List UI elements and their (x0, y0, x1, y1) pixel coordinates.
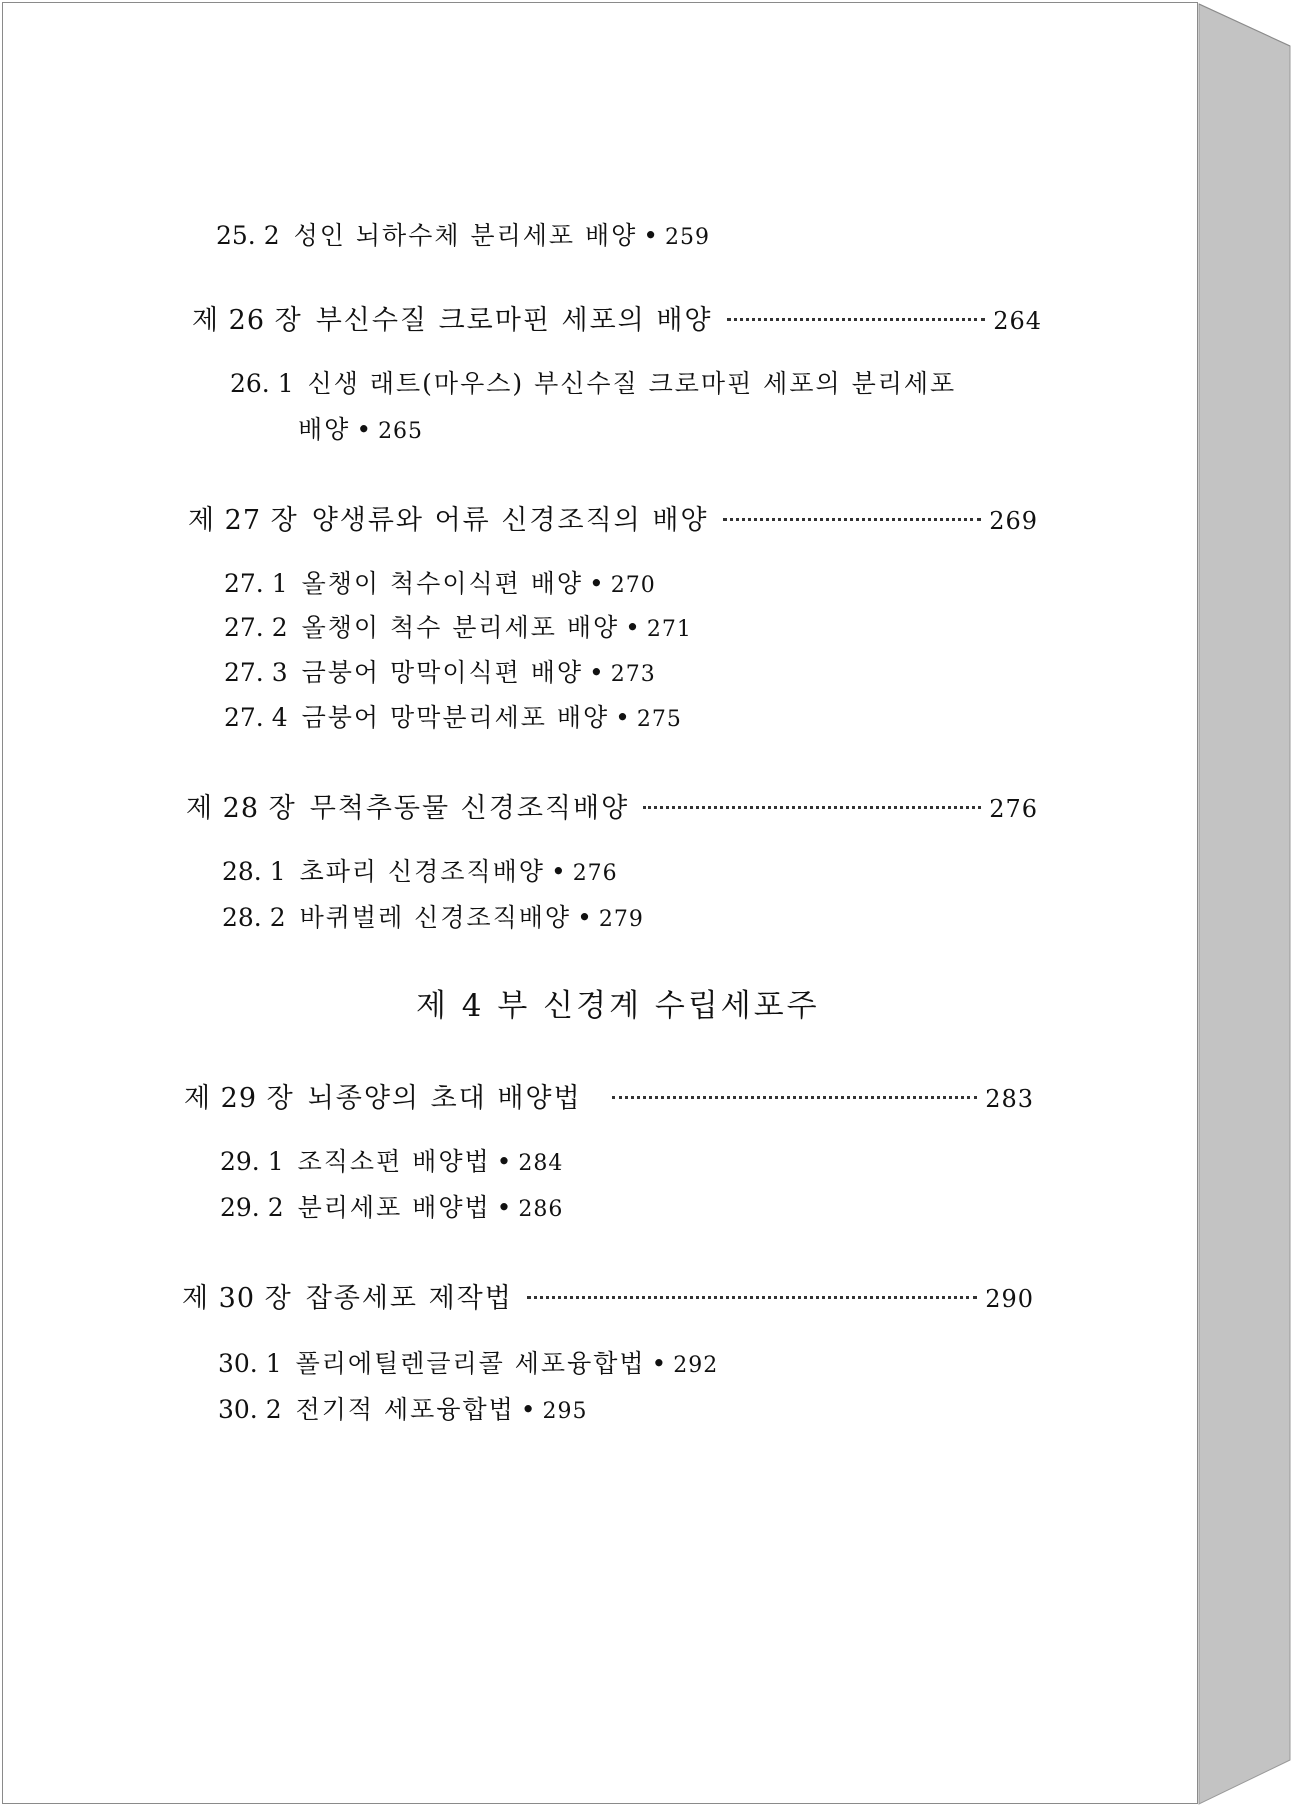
section-25-2 (216, 220, 710, 254)
section-30-2 (218, 1394, 588, 1428)
dot-leader (527, 1296, 977, 1299)
bullet-separator: • (651, 1349, 668, 1378)
section-number: 26. 1 (230, 369, 294, 398)
section-title: 신생 래트(마우스) 부신수질 크로마핀 세포의 분리세포 (307, 369, 957, 398)
section-page: 259 (665, 225, 711, 250)
section-27-1 (224, 568, 656, 602)
section-title: 금붕어 망막분리세포 배양 (301, 703, 610, 732)
chapter-page: 269 (989, 507, 1038, 535)
section-26-1-continued (298, 414, 423, 448)
dot-leader (723, 518, 982, 521)
chapter-30 (182, 1282, 1034, 1316)
bullet-separator: • (589, 569, 605, 598)
section-title: 폴리에틸렌글리콜 세포융합법 (295, 1349, 646, 1378)
chapter-29 (184, 1082, 1034, 1116)
dot-leader (643, 806, 981, 809)
section-29-2 (220, 1192, 563, 1226)
section-number: 27. 3 (224, 658, 288, 687)
bullet-separator: • (356, 415, 373, 444)
chapter-label: 제 26 장 (192, 305, 302, 336)
section-number: 25. 2 (216, 221, 280, 250)
section-title-continued: 배양 (298, 415, 351, 444)
section-number: 27. 4 (224, 703, 288, 732)
section-number: 27. 1 (224, 569, 288, 598)
chapter-title: 부신수질 크로마핀 세포의 배양 (315, 305, 713, 336)
section-28-1 (222, 856, 618, 890)
section-page: 284 (518, 1151, 564, 1176)
section-27-2 (224, 612, 692, 646)
section-page: 265 (378, 419, 424, 444)
section-number: 29. 1 (220, 1147, 284, 1176)
bullet-separator: • (550, 857, 567, 886)
section-page: 276 (572, 861, 618, 886)
section-page: 270 (610, 573, 656, 598)
section-number: 30. 2 (218, 1395, 282, 1424)
section-title: 성인 뇌하수체 분리세포 배양 (293, 221, 638, 250)
section-28-2 (222, 902, 644, 936)
chapter-label: 제 28 장 (186, 793, 296, 824)
section-page: 273 (610, 662, 656, 687)
chapter-title: 뇌종양의 초대 배양법 (307, 1083, 582, 1114)
section-number: 28. 2 (222, 903, 286, 932)
chapter-title: 양생류와 어류 신경조직의 배양 (311, 505, 709, 536)
section-title: 올챙이 척수 분리세포 배양 (301, 613, 620, 642)
section-title: 바퀴벌레 신경조직배양 (299, 903, 572, 932)
bullet-separator: • (496, 1193, 513, 1222)
section-30-1 (218, 1348, 718, 1382)
chapter-26 (192, 304, 1042, 338)
bullet-separator: • (577, 903, 593, 932)
chapter-label: 제 30 장 (182, 1283, 292, 1314)
section-page: 292 (673, 1353, 719, 1378)
chapter-page: 276 (989, 795, 1038, 823)
section-title: 금붕어 망막이식편 배양 (301, 658, 584, 687)
section-number: 28. 1 (222, 857, 286, 886)
bullet-separator: • (496, 1147, 513, 1176)
section-title: 조직소편 배양법 (297, 1147, 491, 1176)
section-title: 전기적 세포융합법 (295, 1395, 515, 1424)
chapter-title: 잡종세포 제작법 (305, 1283, 513, 1314)
bullet-separator: • (589, 658, 605, 687)
section-number: 27. 2 (224, 613, 288, 642)
section-title: 올챙이 척수이식편 배양 (301, 569, 584, 598)
dot-leader (727, 318, 986, 321)
section-page: 279 (598, 907, 644, 932)
chapter-page: 264 (993, 307, 1042, 335)
bullet-separator: • (520, 1395, 537, 1424)
chapter-page: 290 (985, 1285, 1034, 1313)
section-27-3 (224, 657, 656, 691)
chapter-page: 283 (985, 1085, 1034, 1113)
bullet-separator: • (625, 613, 641, 642)
chapter-label: 제 29 장 (184, 1083, 294, 1114)
section-number: 29. 2 (220, 1193, 284, 1222)
section-27-4 (224, 702, 682, 736)
dot-leader (612, 1096, 978, 1099)
chapter-27 (188, 504, 1038, 538)
section-title: 초파리 신경조직배양 (299, 857, 545, 886)
section-title: 분리세포 배양법 (297, 1193, 491, 1222)
section-29-1 (220, 1146, 563, 1180)
chapter-label: 제 27 장 (188, 505, 298, 536)
bullet-separator: • (615, 703, 631, 732)
section-number: 30. 1 (218, 1349, 282, 1378)
page-stack-side (1199, 4, 1290, 1804)
chapter-title: 무척추동물 신경조직배양 (309, 793, 630, 824)
section-page: 271 (646, 617, 692, 642)
page-stack-top-edge (1199, 4, 1290, 46)
section-page: 286 (518, 1197, 564, 1222)
part-4-title: 제 4 부 신경계 수립세포주 (416, 988, 820, 1024)
chapter-28 (186, 792, 1038, 826)
section-26-1 (230, 368, 956, 400)
section-page: 295 (542, 1399, 588, 1424)
bullet-separator: • (643, 221, 660, 250)
section-page: 275 (636, 707, 682, 732)
